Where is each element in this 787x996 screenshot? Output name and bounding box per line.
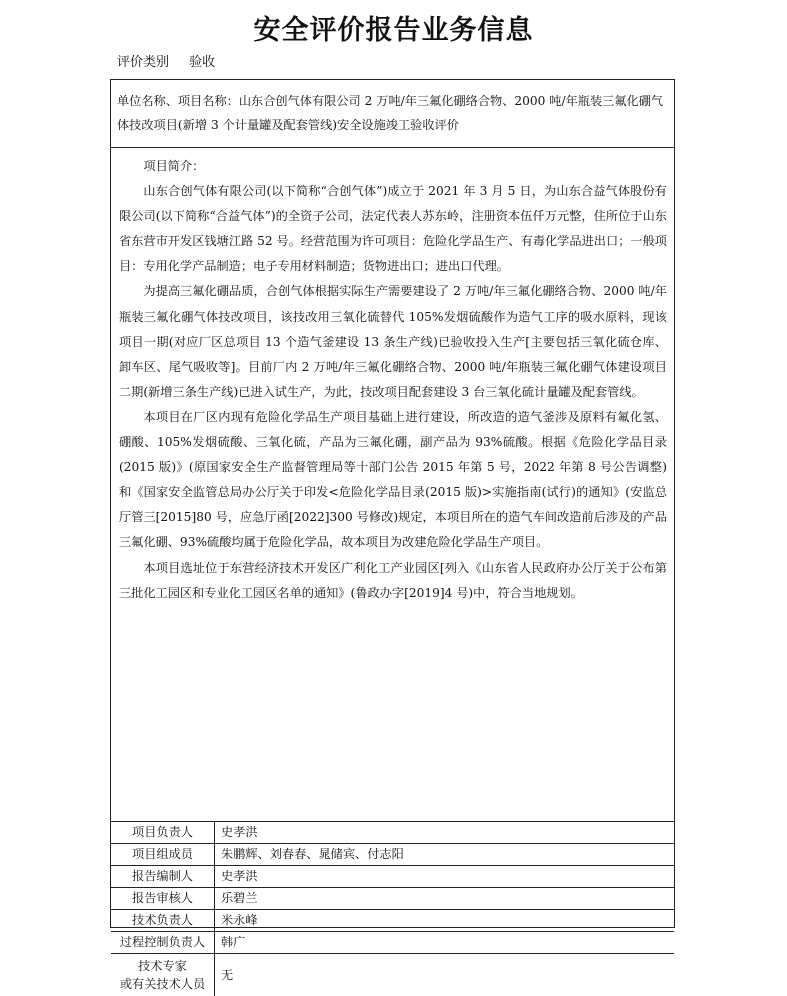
- table-row: [111, 844, 674, 866]
- report-reviewer-label: 报告审核人: [111, 888, 215, 910]
- table-row: [111, 910, 674, 932]
- report-author-value: 史孝洪: [215, 866, 675, 888]
- technical-leader-label: 技术负责人: [111, 910, 215, 932]
- technical-experts-label: [111, 954, 215, 996]
- table-row: [111, 866, 674, 888]
- intro-paragraph: 本项目选址位于东营经济技术开发区广利化工产业园区[列入《山东省人民政府办公厅关于公布第三批化工园区和专业化工园区名单的通知》(鲁政办字[2019]4 号)中，符合当地规划。: [119, 556, 667, 606]
- table-row: [111, 954, 674, 996]
- report-reviewer-value: 乐碧兰: [215, 888, 675, 910]
- project-leader-label: 项目负责人: [111, 822, 215, 844]
- experts-label-line2: 或有关技术人员: [111, 975, 214, 993]
- personnel-table: [111, 822, 674, 996]
- project-introduction: [111, 148, 674, 822]
- report-author-label: 报告编制人: [111, 866, 215, 888]
- unit-project-name: 单位名称、项目名称：山东合创气体有限公司 2 万吨/年三氟化硼络合物、2000 吨/年瓶装三氟化硼气体技改项目(新增 3 个计量罐及配套管线)安全设施竣工验收评价: [111, 80, 674, 148]
- technical-leader-value: 米永峰: [215, 910, 675, 932]
- info-table: [110, 79, 675, 928]
- table-row: [111, 822, 674, 844]
- page-title: 安全评价报告业务信息: [0, 8, 787, 47]
- project-leader-value: 史孝洪: [215, 822, 675, 844]
- process-control-leader-label: 过程控制负责人: [111, 932, 215, 954]
- process-control-leader-value: 韩广: [215, 932, 675, 954]
- team-members-value: 朱鹏辉、刘春春、晁储宾、付志阳: [215, 844, 675, 866]
- experts-label-line1: 技术专家: [111, 957, 214, 975]
- team-members-label: 项目组成员: [111, 844, 215, 866]
- intro-heading: 项目简介：: [119, 154, 667, 179]
- category-value: 验收: [189, 55, 215, 70]
- evaluation-category: [117, 51, 215, 70]
- intro-paragraph: 山东合创气体有限公司(以下简称“合创气体”)成立于 2021 年 3 月 5 日，为山东合益气体股份有限公司(以下简称“合益气体”)的全资子公司，法定代表人苏东岭，注册资本伍仟万元整，住所位于山东省东营市开发区钱塘江路 52 号。经营范围为许可项目：危险化学品生产、有毒化学品进出口；一般项目：专用化学产品制造；电子专用材料制造；货物进出口；进出口代理。: [119, 179, 667, 279]
- technical-experts-value: 无: [215, 954, 675, 996]
- intro-paragraph: 为提高三氟化硼品质，合创气体根据实际生产需要建设了 2 万吨/年三氟化硼络合物、2000 吨/年瓶装三氟化硼气体技改项目，该技改用三氧化硫替代 105%发烟硫酸作为造气工序的吸水原料，现该项目一期(对应厂区总项目 13 个造气釜建设 13 条生产线)已验收投入生产[主要包括三氧化硫仓库、卸车区、尾气吸收等]。目前厂内 2 万吨/年三氟化硼络合物、2000 吨/年瓶装三氟化硼气体建设项目二期(新增三条生产线)已进入试生产，为此，技改项目配套建设 3 台三氧化硫计量罐及配套管线。: [119, 279, 667, 404]
- intro-paragraph: 本项目在厂区内现有危险化学品生产项目基础上进行建设，所改造的造气釜涉及原料有氟化氢、硼酸、105%发烟硫酸、三氧化硫，产品为三氟化硼，副产品为 93%硫酸。根据《危险化学品目录(2015 版)》(原国家安全生产监督管理局等十部门公告 2015 年第 5 号，2022 年第 8 号公告调整)和《国家安全监管总局办公厅关于印发<危险化学品目录(2015 版)>实施指南(试行)的通知》(安监总厅管三[2015]80 号，应急厅函[2022]300 号修改)规定，本项目所在的造气车间改造前后涉及的产品三氟化硼、93%硫酸均属于危险化学品，故本项目为改建危险化学品生产项目。: [119, 405, 667, 556]
- category-label: 评价类别: [117, 55, 169, 70]
- table-row: [111, 888, 674, 910]
